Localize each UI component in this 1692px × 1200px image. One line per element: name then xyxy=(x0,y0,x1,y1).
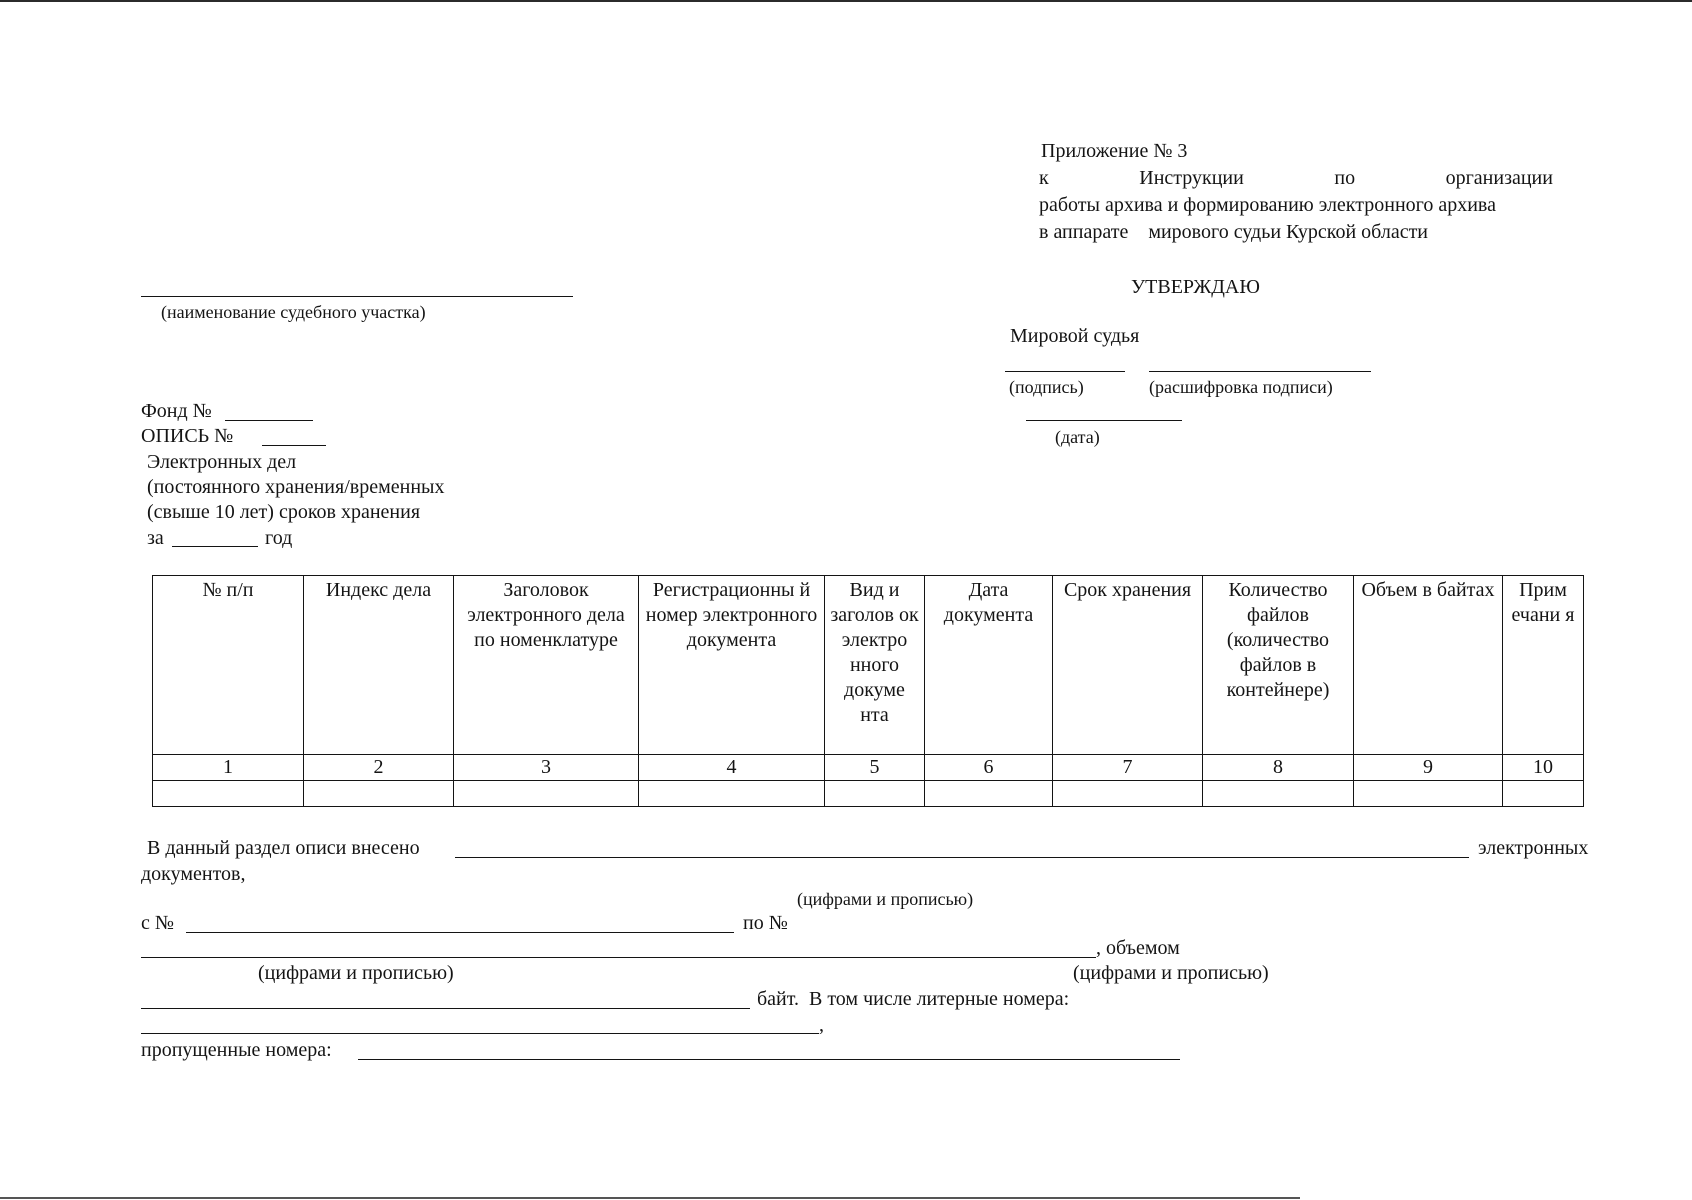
signature-line xyxy=(1005,371,1125,372)
column-number: 7 xyxy=(1053,755,1203,781)
opis-desc-line1: Электронных дел xyxy=(147,451,297,473)
skipped-label: пропущенные номера: xyxy=(141,1039,332,1061)
appendix-title: Приложение № 3 xyxy=(1041,140,1188,162)
footer-line2: документов, xyxy=(141,863,246,885)
caption-to-number: (цифрами и прописью) xyxy=(258,962,454,984)
fond-number-line xyxy=(225,420,313,421)
to-label: по № xyxy=(743,912,788,934)
caption-volume: (цифрами и прописью) xyxy=(1073,962,1269,984)
table-cell xyxy=(1354,781,1503,807)
col-header-doc-date: Дата документа xyxy=(925,576,1053,755)
col-header-number: № п/п xyxy=(153,576,304,755)
table-cell xyxy=(454,781,639,807)
signature-caption: (подпись) xyxy=(1009,377,1084,397)
inventory-table xyxy=(152,575,1584,807)
to-number-line xyxy=(141,957,1096,958)
court-name-line xyxy=(141,296,573,297)
column-number: 2 xyxy=(304,755,454,781)
decoding-caption: (расшифровка подписи) xyxy=(1149,377,1333,397)
year-prefix: за xyxy=(147,527,164,549)
table-cell xyxy=(825,781,925,807)
opis-desc-line2: (постоянного хранения/временных xyxy=(147,476,445,498)
comma: , xyxy=(819,1014,824,1036)
table-cell xyxy=(639,781,825,807)
col-header-reg-number: Регистрационны й номер электронного документа xyxy=(639,576,825,755)
signature-decoding-line xyxy=(1149,371,1371,372)
table-header-row xyxy=(153,576,1584,755)
col-header-retention: Срок хранения xyxy=(1053,576,1203,755)
column-number: 9 xyxy=(1354,755,1503,781)
col-header-doc-type: Вид и заголов ок электро нного докуме нта xyxy=(825,576,925,755)
opis-number-line xyxy=(262,445,326,446)
table-cell xyxy=(1053,781,1203,807)
approval-position: Мировой судья xyxy=(1010,325,1140,347)
table-cell xyxy=(925,781,1053,807)
col-header-notes: Прим ечани я xyxy=(1503,576,1584,755)
letter-numbers-line xyxy=(141,1033,819,1034)
appendix-line1-word: по xyxy=(1334,167,1356,189)
opis-label: ОПИСЬ № xyxy=(141,425,234,447)
scan-edge-top xyxy=(0,0,1692,2)
table-row xyxy=(153,781,1584,807)
year-line xyxy=(172,546,258,547)
skipped-numbers-line xyxy=(358,1059,1180,1060)
column-number: 5 xyxy=(825,755,925,781)
appendix-line2: работы архива и формированию электронного архива xyxy=(1039,194,1496,216)
court-name-caption: (наименование судебного участка) xyxy=(161,302,426,322)
from-number-line xyxy=(186,932,734,933)
column-number: 6 xyxy=(925,755,1053,781)
col-header-size-bytes: Объем в байтах xyxy=(1354,576,1503,755)
column-number: 10 xyxy=(1503,755,1584,781)
appendix-line1-word: Инструкции xyxy=(1139,167,1244,189)
date-caption: (дата) xyxy=(1055,427,1100,447)
from-label: с № xyxy=(141,912,174,934)
table-cell xyxy=(153,781,304,807)
table-number-row xyxy=(153,755,1584,781)
appendix-line3: в аппарате мирового судьи Курской области xyxy=(1039,221,1429,243)
document-count-line xyxy=(455,857,1469,858)
fond-label: Фонд № xyxy=(141,400,212,422)
table-cell xyxy=(1203,781,1354,807)
caption-count: (цифрами и прописью) xyxy=(797,889,974,909)
col-header-case-title: Заголовок электронного дела по номенклатуре xyxy=(454,576,639,755)
column-number: 3 xyxy=(454,755,639,781)
table-cell xyxy=(1503,781,1584,807)
bytes-line xyxy=(141,1008,750,1009)
column-number: 1 xyxy=(153,755,304,781)
column-number: 4 xyxy=(639,755,825,781)
volume-label: , объемом xyxy=(1096,937,1180,959)
scan-edge-bottom xyxy=(0,1197,1300,1199)
bytes-label: байт. В том числе литерные номера: xyxy=(757,988,1070,1010)
footer-line1-start: В данный раздел описи внесено xyxy=(147,837,420,859)
approval-heading: УТВЕРЖДАЮ xyxy=(1131,276,1260,298)
date-line xyxy=(1026,420,1182,421)
opis-desc-line3: (свыше 10 лет) сроков хранения xyxy=(147,501,421,523)
col-header-index: Индекс дела xyxy=(304,576,454,755)
col-header-file-count: Количество файлов (количество файлов в контейнере) xyxy=(1203,576,1354,755)
appendix-line1-word: к xyxy=(1039,167,1049,189)
appendix-line1-word: организации xyxy=(1445,167,1553,189)
year-suffix: год xyxy=(265,527,293,549)
column-number: 8 xyxy=(1203,755,1354,781)
appendix-line1 xyxy=(1039,166,1553,190)
table-cell xyxy=(304,781,454,807)
footer-line1-end: электронных xyxy=(1478,837,1589,859)
